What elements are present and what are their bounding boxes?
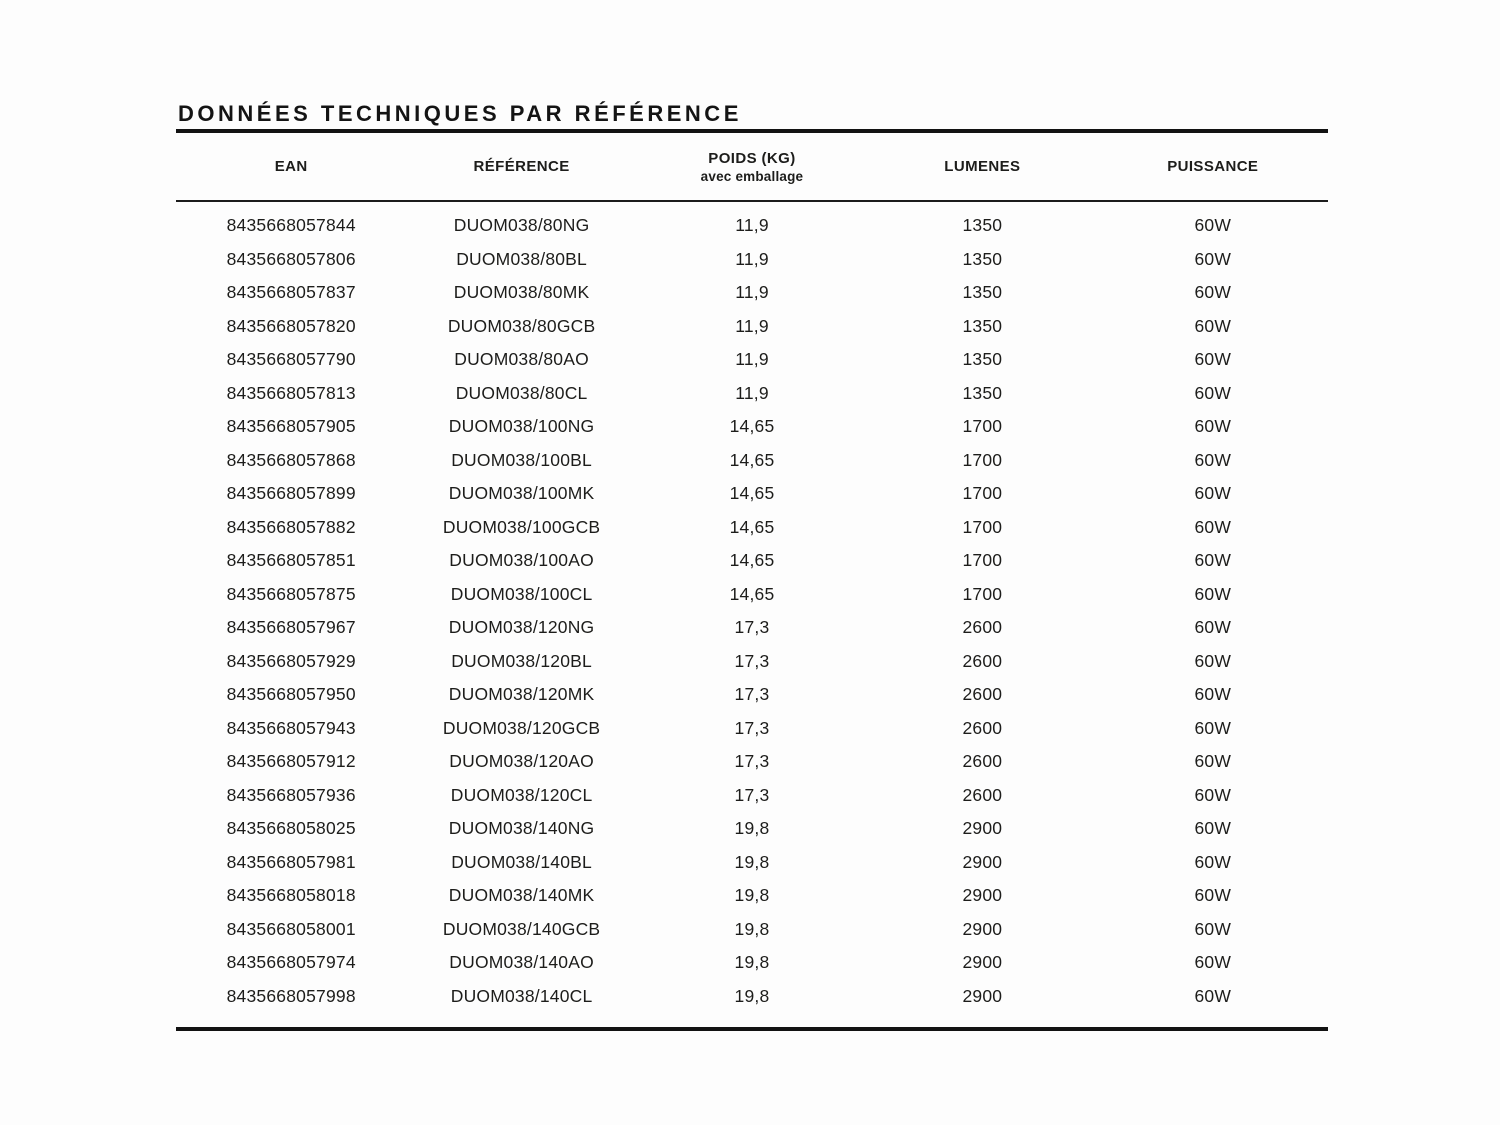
cell-lumenes: 2900 — [962, 885, 1003, 906]
cell-lumenes: 1700 — [962, 583, 1003, 604]
cell-poids: 11,9 — [735, 315, 769, 336]
cell-reference: DUOM038/140GCB — [442, 918, 601, 939]
cell-ean: 8435668057936 — [226, 784, 356, 805]
table-row — [176, 310, 1328, 344]
cell-puissance: 60W — [1194, 684, 1232, 705]
cell-ean: 8435668057820 — [226, 315, 356, 336]
cell-lumenes: 2600 — [962, 784, 1003, 805]
cell-puissance: 60W — [1194, 985, 1232, 1006]
cell-puissance: 60W — [1194, 885, 1232, 906]
page-title: DONNÉES TECHNIQUES PAR RÉFÉRENCE — [178, 100, 742, 126]
cell-puissance: 60W — [1194, 583, 1232, 604]
cell-reference: DUOM038/120NG — [448, 617, 595, 638]
cell-poids: 14,65 — [729, 583, 775, 604]
column-header-puissance-label: PUISSANCE — [1167, 158, 1259, 175]
cell-lumenes: 1350 — [962, 248, 1003, 269]
table-row — [176, 444, 1328, 478]
cell-ean: 8435668057851 — [226, 550, 356, 571]
cell-ean: 8435668057844 — [226, 215, 356, 236]
column-header-reference-label: RÉFÉRENCE — [473, 158, 570, 175]
cell-poids: 11,9 — [735, 248, 769, 269]
cell-puissance: 60W — [1194, 248, 1232, 269]
column-header-lumenes-label: LUMENES — [944, 158, 1021, 175]
column-header-poids — [637, 133, 867, 201]
cell-lumenes: 2600 — [962, 751, 1003, 772]
cell-ean: 8435668057813 — [226, 382, 356, 403]
cell-lumenes: 1700 — [962, 516, 1003, 537]
cell-lumenes: 1350 — [962, 215, 1003, 236]
cell-puissance: 60W — [1194, 617, 1232, 638]
cell-puissance: 60W — [1194, 416, 1232, 437]
table-row — [176, 879, 1328, 913]
cell-lumenes: 1350 — [962, 349, 1003, 370]
cell-ean: 8435668057981 — [226, 851, 356, 872]
cell-ean: 8435668057929 — [226, 650, 356, 671]
table-row — [176, 243, 1328, 277]
technical-data-table-container — [176, 129, 1328, 1031]
cell-lumenes: 1700 — [962, 483, 1003, 504]
table-row — [176, 377, 1328, 411]
cell-poids: 11,9 — [735, 215, 769, 236]
cell-lumenes: 1350 — [962, 382, 1003, 403]
cell-puissance: 60W — [1194, 550, 1232, 571]
column-header-ean — [176, 133, 406, 201]
cell-reference: DUOM038/140AO — [449, 952, 594, 973]
cell-poids: 19,8 — [734, 918, 770, 939]
cell-lumenes: 2900 — [962, 851, 1003, 872]
cell-lumenes: 2900 — [962, 818, 1003, 839]
cell-lumenes: 1350 — [962, 315, 1003, 336]
cell-ean: 8435668058018 — [226, 885, 356, 906]
cell-poids: 17,3 — [734, 650, 770, 671]
table-row — [176, 410, 1328, 444]
cell-lumenes: 1700 — [962, 550, 1003, 571]
table-row — [176, 980, 1328, 1014]
cell-reference: DUOM038/120GCB — [442, 717, 601, 738]
cell-poids: 19,8 — [734, 952, 770, 973]
cell-lumenes: 2600 — [962, 650, 1003, 671]
cell-puissance: 60W — [1194, 349, 1232, 370]
cell-reference: DUOM038/120MK — [448, 684, 595, 705]
table-row — [176, 779, 1328, 813]
cell-lumenes: 1700 — [962, 416, 1003, 437]
cell-lumenes: 2600 — [962, 717, 1003, 738]
cell-puissance: 60W — [1194, 784, 1232, 805]
cell-reference: DUOM038/140MK — [448, 885, 595, 906]
cell-poids: 19,8 — [734, 885, 770, 906]
table-row — [176, 812, 1328, 846]
column-header-poids-sublabel: avec emballage — [700, 168, 804, 184]
cell-puissance: 60W — [1194, 215, 1232, 236]
cell-ean: 8435668057912 — [226, 751, 356, 772]
cell-reference: DUOM038/80AO — [454, 349, 589, 370]
cell-lumenes: 2600 — [962, 617, 1003, 638]
cell-reference: DUOM038/80CL — [455, 382, 588, 403]
cell-lumenes: 1350 — [962, 282, 1003, 303]
table-row — [176, 946, 1328, 980]
cell-reference: DUOM038/80BL — [456, 248, 587, 269]
cell-ean: 8435668057998 — [226, 985, 356, 1006]
cell-reference: DUOM038/100NG — [448, 416, 595, 437]
table-row — [176, 712, 1328, 746]
cell-poids: 14,65 — [729, 516, 775, 537]
table-row — [176, 846, 1328, 880]
cell-puissance: 60W — [1194, 818, 1232, 839]
cell-poids: 17,3 — [734, 617, 770, 638]
table-row — [176, 611, 1328, 645]
cell-lumenes: 2900 — [962, 952, 1003, 973]
table-row — [176, 343, 1328, 377]
cell-puissance: 60W — [1194, 516, 1232, 537]
table-row — [176, 209, 1328, 243]
cell-reference: DUOM038/80GCB — [447, 315, 596, 336]
table-row — [176, 913, 1328, 947]
cell-puissance: 60W — [1194, 382, 1232, 403]
cell-poids: 11,9 — [735, 282, 769, 303]
cell-puissance: 60W — [1194, 315, 1232, 336]
cell-reference: DUOM038/120AO — [449, 751, 594, 772]
cell-puissance: 60W — [1194, 751, 1232, 772]
cell-reference: DUOM038/140BL — [451, 851, 592, 872]
table-row — [176, 645, 1328, 679]
cell-puissance: 60W — [1194, 483, 1232, 504]
cell-poids: 11,9 — [735, 382, 769, 403]
column-header-reference — [406, 133, 636, 201]
column-header-puissance — [1098, 133, 1328, 201]
cell-poids: 19,8 — [734, 818, 770, 839]
cell-reference: DUOM038/120CL — [450, 784, 593, 805]
cell-ean: 8435668058001 — [226, 918, 356, 939]
cell-puissance: 60W — [1194, 952, 1232, 973]
cell-lumenes: 2900 — [962, 918, 1003, 939]
table-header — [176, 133, 1328, 201]
cell-reference: DUOM038/100BL — [451, 449, 592, 470]
cell-ean: 8435668057790 — [226, 349, 356, 370]
cell-poids: 17,3 — [734, 717, 770, 738]
cell-ean: 8435668058025 — [226, 818, 356, 839]
table-row — [176, 544, 1328, 578]
cell-poids: 14,65 — [729, 483, 775, 504]
cell-ean: 8435668057905 — [226, 416, 356, 437]
cell-lumenes: 2600 — [962, 684, 1003, 705]
cell-puissance: 60W — [1194, 650, 1232, 671]
cell-reference: DUOM038/120BL — [451, 650, 592, 671]
cell-lumenes: 2900 — [962, 985, 1003, 1006]
cell-ean: 8435668057875 — [226, 583, 356, 604]
cell-ean: 8435668057806 — [226, 248, 356, 269]
column-header-ean-label: EAN — [274, 158, 308, 175]
table-header-row — [176, 133, 1328, 201]
technical-data-table — [176, 133, 1328, 1013]
cell-ean: 8435668057950 — [226, 684, 356, 705]
cell-poids: 14,65 — [729, 449, 775, 470]
cell-poids: 14,65 — [729, 550, 775, 571]
column-header-poids-label: POIDS (KG) — [708, 149, 796, 167]
cell-ean: 8435668057882 — [226, 516, 356, 537]
cell-puissance: 60W — [1194, 449, 1232, 470]
cell-reference: DUOM038/100MK — [448, 483, 595, 504]
cell-reference: DUOM038/100GCB — [442, 516, 601, 537]
cell-poids: 11,9 — [735, 349, 769, 370]
cell-ean: 8435668057943 — [226, 717, 356, 738]
cell-lumenes: 1700 — [962, 449, 1003, 470]
cell-poids: 17,3 — [734, 684, 770, 705]
table-row — [176, 511, 1328, 545]
cell-poids: 17,3 — [734, 751, 770, 772]
cell-reference: DUOM038/80MK — [453, 282, 590, 303]
cell-ean: 8435668057974 — [226, 952, 356, 973]
table-row — [176, 477, 1328, 511]
cell-reference: DUOM038/80NG — [453, 215, 590, 236]
table-row — [176, 678, 1328, 712]
cell-puissance: 60W — [1194, 717, 1232, 738]
cell-reference: DUOM038/100CL — [450, 583, 593, 604]
cell-poids: 19,8 — [734, 985, 770, 1006]
cell-ean: 8435668057837 — [226, 282, 356, 303]
cell-poids: 19,8 — [734, 851, 770, 872]
cell-ean: 8435668057967 — [226, 617, 356, 638]
cell-poids: 14,65 — [729, 416, 775, 437]
cell-ean: 8435668057899 — [226, 483, 356, 504]
table-row — [176, 276, 1328, 310]
cell-ean: 8435668057868 — [226, 449, 356, 470]
cell-reference: DUOM038/100AO — [449, 550, 594, 571]
table-row — [176, 745, 1328, 779]
table-body — [176, 201, 1328, 1013]
cell-puissance: 60W — [1194, 851, 1232, 872]
cell-reference: DUOM038/140NG — [448, 818, 595, 839]
table-row — [176, 578, 1328, 612]
cell-poids: 17,3 — [734, 784, 770, 805]
cell-puissance: 60W — [1194, 282, 1232, 303]
cell-reference: DUOM038/140CL — [450, 985, 593, 1006]
cell-puissance: 60W — [1194, 918, 1232, 939]
column-header-lumenes — [867, 133, 1097, 201]
